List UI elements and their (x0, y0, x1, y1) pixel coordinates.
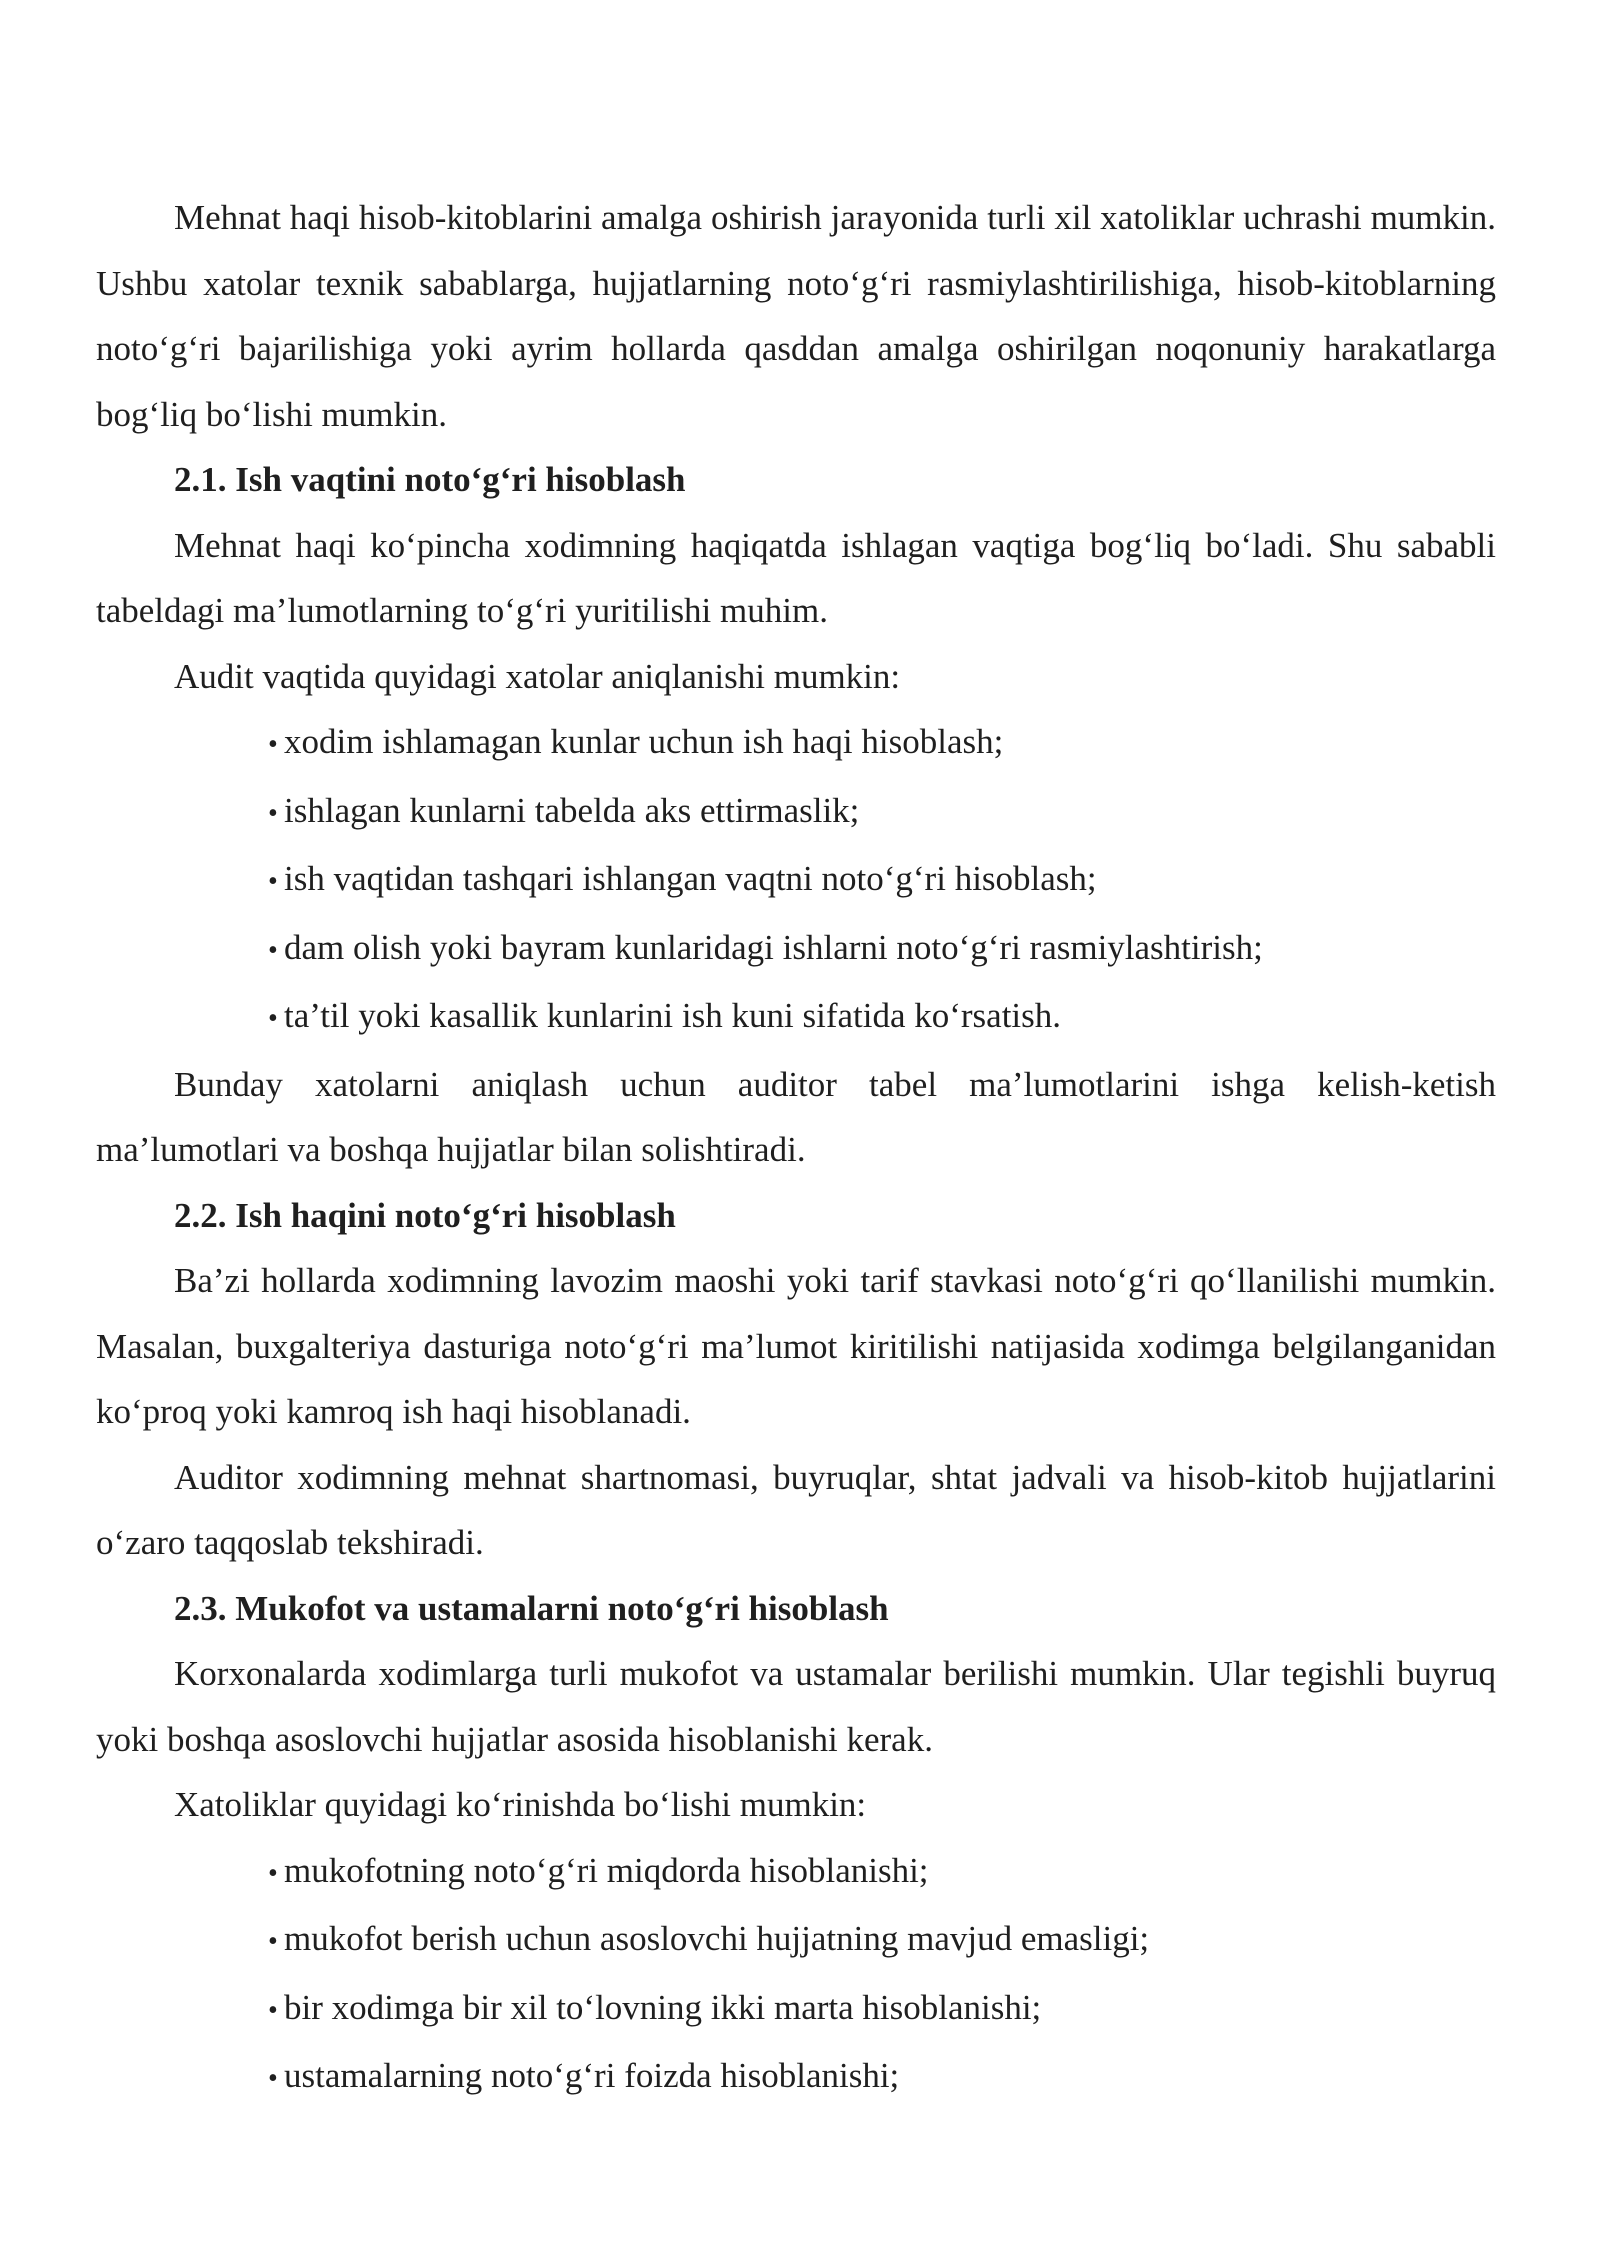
list-item-text: ishlagan kunlarni tabelda aks ettirmaslik; (284, 790, 860, 830)
list-item-text: xodim ishlamagan kunlar uchun ish haqi hisoblash; (284, 722, 1004, 761)
bullet-icon: • (268, 1994, 278, 2026)
paragraph: Mehnat haqi ko‘pincha xodimning haqiqatda ishlagan vaqtiga bog‘liq bo‘ladi. Shu sababli tabeldagi ma’lumotlarning to‘g‘ri yuritilishi muhim. (96, 525, 1496, 630)
list-item (268, 1975, 1496, 2044)
paragraph: Audit vaqtida quyidagi xatolar aniqlanishi mumkin: (174, 656, 901, 696)
list-item (268, 846, 1496, 915)
bullet-icon: • (268, 797, 278, 829)
list-item-text: ish vaqtidan tashqari ishlangan vaqtni noto‘g‘ri hisoblash; (284, 859, 1097, 898)
paragraph: Korxonalarda xodimlarga turli mukofot va ustamalar berilishi mumkin. Ular tegishli buyruq yoki boshqa asoslovchi hujjatlar asosida hisoblanishi kerak. (96, 1654, 1496, 1759)
bullet-icon: • (268, 934, 278, 966)
paragraph: Bunday xatolarni aniqlash uchun auditor tabel ma’lumotlarini ishga kelish-ketish ma’lumotlari va boshqa hujjatlar bilan solishtiradi. (96, 1064, 1496, 1169)
list-item (268, 915, 1496, 984)
bullet-icon: • (268, 1857, 278, 1889)
section-heading-2-3: 2.3. Mukofot va ustamalarni noto‘g‘ri hisoblash (174, 1588, 889, 1628)
list-item-text: ta’til yoki kasallik kunlarini ish kuni sifatida ko‘rsatish. (284, 996, 1062, 1035)
bullet-icon: • (268, 1926, 278, 1957)
list-item-text: mukofot berish uchun asoslovchi hujjatning mavjud emasligi; (284, 1919, 1150, 1958)
list-item-text: mukofotning noto‘g‘ri miqdorda hisoblanishi; (284, 1850, 929, 1890)
list-item (268, 2043, 1496, 2112)
bullet-icon: • (268, 866, 278, 897)
list-item (268, 1838, 1496, 1907)
list-item-text: bir xodimga bir xil to‘lovning ikki marta hisoblanishi; (284, 1987, 1042, 2027)
list-item (268, 1906, 1496, 1975)
intro-paragraph: Mehnat haqi hisob-kitoblarini amalga oshirish jarayonida turli xil xatoliklar uchrashi mumkin. Ushbu xatolar texnik sabablarga, hujjatlarning noto‘g‘ri rasmiylashtirilishiga, hisob-kitoblarning noto‘g‘ri bajarilishiga yoki ayrim hollarda qasddan amalga oshirilgan noqonuniy harakatlarga bog‘liq bo‘lishi mumkin. (96, 198, 1496, 434)
list-item (268, 709, 1496, 778)
list-item (268, 778, 1496, 847)
paragraph: Xatoliklar quyidagi ko‘rinishda bo‘lishi mumkin: (174, 1785, 867, 1824)
bullet-list-2-1 (96, 709, 1496, 1052)
list-item (268, 983, 1496, 1052)
document-page (96, 185, 1496, 2112)
list-item-text: ustamalarning noto‘g‘ri foizda hisoblanishi; (284, 2056, 900, 2095)
section-heading-2-2: 2.2. Ish haqini noto‘g‘ri hisoblash (174, 1195, 676, 1235)
bullet-icon: • (268, 2063, 278, 2094)
paragraph: Auditor xodimning mehnat shartnomasi, buyruqlar, shtat jadvali va hisob-kitob hujjatlarini o‘zaro taqqoslab tekshiradi. (96, 1457, 1496, 1562)
paragraph: Ba’zi hollarda xodimning lavozim maoshi yoki tarif stavkasi noto‘g‘ri qo‘llanilishi mumkin. Masalan, buxgalteriya dasturiga noto‘g‘ri ma’lumot kiritilishi natijasida xodimga belgilanganidan ko‘proq yoki kamroq ish haqi hisoblanadi. (96, 1261, 1496, 1431)
bullet-list-2-3 (96, 1838, 1496, 2112)
list-item-text: dam olish yoki bayram kunlaridagi ishlarni noto‘g‘ri rasmiylashtirish; (284, 927, 1263, 967)
bullet-icon: • (268, 1003, 278, 1034)
bullet-icon: • (268, 729, 278, 760)
section-heading-2-1: 2.1. Ish vaqtini noto‘g‘ri hisoblash (174, 460, 686, 499)
